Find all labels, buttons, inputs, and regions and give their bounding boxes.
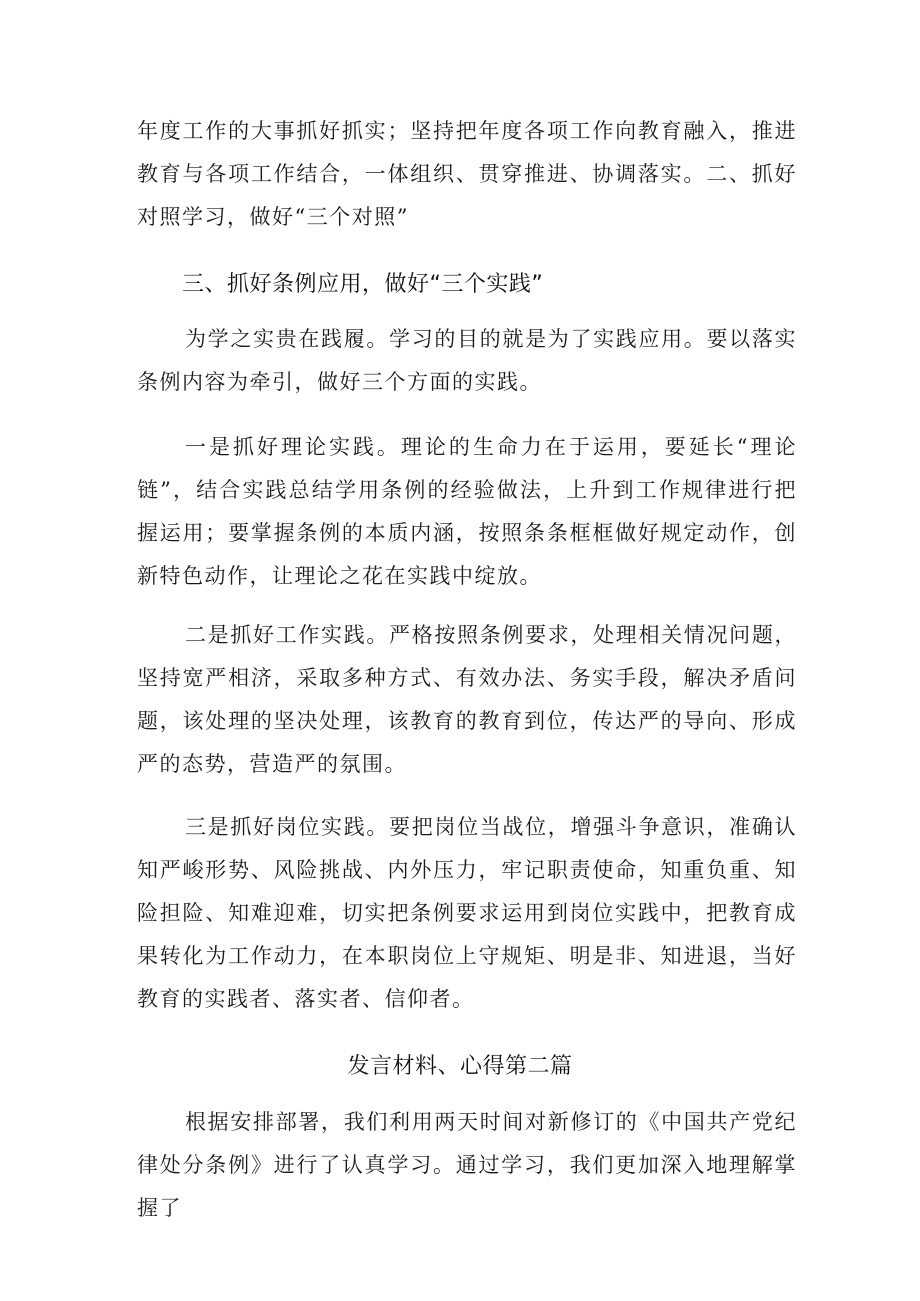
article-title: 发言材料、心得第二篇 xyxy=(347,1054,573,1079)
point-three-paragraph: 三是抓好岗位实践。要把岗位当战位，增强斗争意识，准确认知严峻形势、风险挑战、内外压力，牢记职责使命，知重负重、知险担险、知难迎难，切实把条例要求运用到岗位实践中，把教育成果转化为工作动力，在本职岗位上守规矩、明是非、知进退，当好教育的实践者、落实者、信仰者。 xyxy=(137,815,797,1011)
section-heading: 三、抓好条例应用，做好“三个实践” xyxy=(182,272,544,297)
intro-paragraph: 为学之实贵在践履。学习的目的就是为了实践应用。要以落实条例内容为牵引，做好三个方面的实践。 xyxy=(137,327,797,394)
point-one-paragraph: 一是抓好理论实践。理论的生命力在于运用，要延长“理论链”，结合实践总结学用条例的经验做法，上升到工作规律进行把握运用；要掌握条例的本质内涵，按照条条框框做好规定动作，创新特色动作，让理论之花在实践中绽放。 xyxy=(137,435,797,588)
point-two-paragraph: 二是抓好工作实践。严格按照条例要求，处理相关情况问题，坚持宽严相济，采取多种方式、有效办法、务实手段，解决矛盾问题，该处理的坚决处理，该教育的教育到位，传达严的导向、形成严的态势，营造严的氛围。 xyxy=(137,623,797,776)
article-opening-paragraph: 根据安排部署，我们利用两天时间对新修订的《中国共产党纪律处分条例》进行了认真学习。通过学习，我们更加深入地理解掌握了 xyxy=(137,1110,797,1220)
continuation-paragraph: 年度工作的大事抓好抓实；坚持把年度各项工作向教育融入，推进教育与各项工作结合，一体组织、贯穿推进、协调落实。二、抓好对照学习，做好“三个对照” xyxy=(137,119,797,229)
